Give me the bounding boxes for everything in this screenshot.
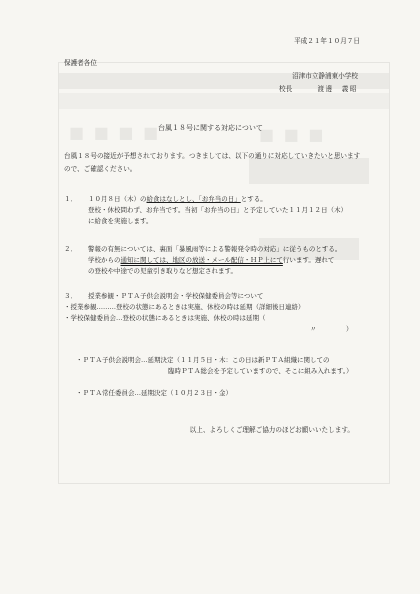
item-pta-committee — [76, 388, 232, 399]
item-1-lunch — [64, 194, 347, 227]
item-text: ・ＰＴＡ子供会説明会…延期決定（１１月５日・木：この日は新ＰＴＡ組織に関しての — [76, 356, 330, 364]
closing-paren: ） — [346, 325, 353, 333]
item-text: ・ＰＴＡ常任委員会…延期決定（１０月２３日・金） — [76, 389, 232, 397]
item-3-events — [64, 291, 353, 333]
intro-paragraph: 台風１８号の接近が予想されております。つきましては、以下の通りに対応していきたいと思いますので、ご確認ください。 — [64, 152, 361, 173]
item-heading: 授業参観・ＰＴＡ子供会説明会・学校保健委員会等について — [88, 292, 264, 300]
document-title: 台風１８号に関する対応について — [158, 124, 263, 132]
school-name: 沼津市立静浦東小学校 — [292, 72, 358, 80]
event-row — [64, 313, 305, 324]
item-2-warnings — [64, 244, 341, 277]
addressee: 保護者各位 — [64, 59, 97, 67]
ditto-mark: 〃 — [310, 325, 317, 333]
item-text: とする。 — [240, 195, 267, 203]
item-text: 臨時ＰＴＡ総会を予定していますので、そこに組み入れます。） — [168, 367, 353, 375]
principal-title: 校長 — [279, 85, 293, 93]
item-text: の登校や中途での児童引き取りなど想定されます。 — [88, 267, 237, 275]
item-pta-briefing — [76, 355, 353, 377]
item-text: 学校からの — [88, 256, 121, 264]
show-through-reverse-side: ■ ■ ■ ■ ■ ■ ■ — [58, 62, 390, 484]
item-number: １． — [64, 195, 77, 203]
event-row: ・授業参観………登校の状態にあるときは実施、休校の時は延期（詳細後日連絡） — [64, 303, 305, 311]
item-text: 行います。遅れて — [282, 256, 335, 264]
underlined-text: 通知に関しては、地区の放送・メール配信・ＨＰ上にて — [120, 256, 283, 264]
issue-date: 平成２１年１０月７日 — [294, 37, 360, 45]
item-text: 警報の有無については、裏面「暴風雨等による警報発令時の対応」に従うものとする。 — [88, 245, 342, 253]
item-text: 登校・休校問わず、お弁当です。当初「お弁当の日」と予定していた１１月１２日（木） — [88, 206, 347, 214]
item-text: ・学校保健委員会…登校の状態にあるときは実施、休校の時は延期（ — [64, 314, 266, 322]
item-text: １０月８日（木）の — [88, 195, 147, 203]
underlined-text: 給食はなしとし、「お弁当の日」 — [146, 195, 241, 203]
principal-name: 渡邊 義昭 — [317, 85, 358, 93]
item-number: ２． — [64, 245, 77, 253]
item-number: ３． — [64, 292, 77, 300]
closing-remark: 以上、よろしくご理解ご協力のほどお願いいたします。 — [189, 426, 354, 434]
item-text: に給食を実施します。 — [88, 217, 153, 225]
